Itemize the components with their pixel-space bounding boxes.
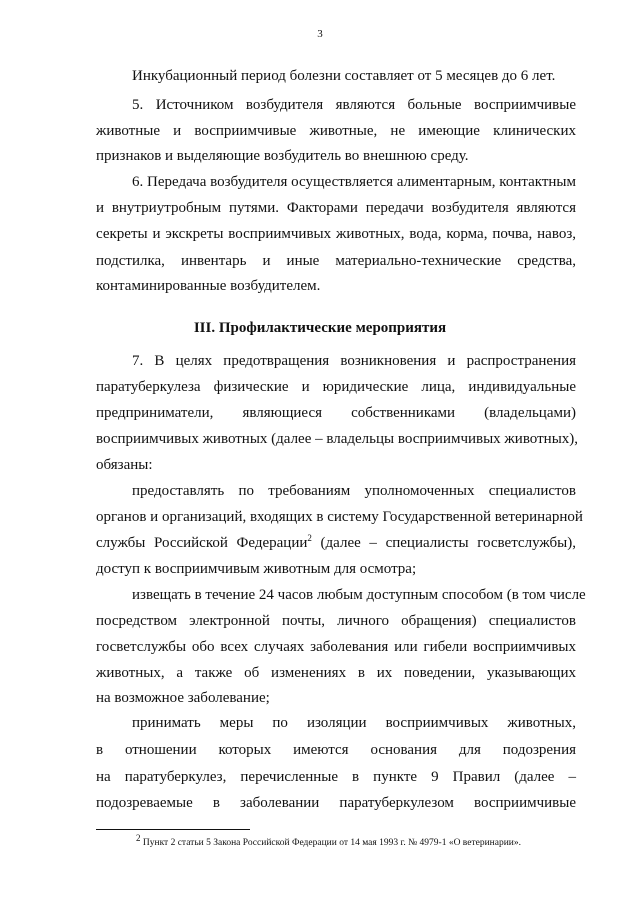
text-line: органов и организаций, входящих в систему Государственной ветеринарной — [96, 509, 583, 525]
footnote-ref: 2 — [307, 533, 312, 543]
text-fragment: (далее – специалисты госветслужбы), — [311, 535, 576, 551]
text-line: предприниматели, являющиеся собственниками (владельцами) — [96, 405, 576, 421]
text-fragment: службы Российской Федерации — [96, 535, 308, 551]
text-line — [96, 533, 576, 553]
text-line: посредством электронной почты, личного обращения) специалистов — [96, 613, 576, 629]
text-line: предоставлять по требованиям уполномоченных специалистов — [132, 483, 576, 499]
section-heading: III. Профилактические мероприятия — [193, 320, 447, 336]
text-line: 5. Источником возбудителя являются больные восприимчивые — [132, 97, 576, 113]
page-number: 3 — [317, 28, 323, 40]
text-line: контаминированные возбудителем. — [96, 278, 321, 294]
footnote-text: Пункт 2 статьи 5 Закона Российской Федерации от 14 мая 1993 г. № 4979-1 «О ветеринарии». — [140, 838, 521, 848]
text-line: восприимчивых животных (далее – владельцы восприимчивых животных), — [96, 431, 579, 447]
text-line: на возможное заболевание; — [96, 690, 270, 706]
text-line: принимать меры по изоляции восприимчивых животных, — [132, 715, 576, 731]
text-line: 6. Передача возбудителя осуществляется алиментарным, контактным — [132, 174, 576, 190]
text-line: паратуберкулеза физические и юридические лица, индивидуальные — [96, 379, 576, 395]
footnote — [136, 832, 521, 850]
text-line: в отношении которых имеются основания для подозрения — [96, 742, 576, 758]
text-line: 7. В целях предотвращения возникновения и распространения — [132, 353, 576, 369]
text-line: животных, а также об изменениях в их поведении, указывающих — [96, 665, 576, 681]
footnote-marker: 2 — [136, 832, 141, 843]
text-line: на паратуберкулез, перечисленные в пункте 9 Правил (далее – — [96, 769, 576, 785]
text-line: обязаны: — [96, 457, 153, 473]
text-line: госветслужбы обо всех случаях заболевания или гибели восприимчивых — [96, 639, 576, 655]
text-line: признаков и выделяющие возбудитель во внешнюю среду. — [96, 148, 469, 164]
text-line: Инкубационный период болезни составляет от 5 месяцев до 6 лет. — [132, 68, 556, 84]
text-line: доступ к восприимчивым животным для осмотра; — [96, 561, 417, 577]
text-line: извещать в течение 24 часов любым доступным способом (в том числе — [132, 587, 586, 603]
text-line: и внутриутробным путями. Факторами передачи возбудителя являются — [96, 200, 576, 216]
text-line: подозреваемые в заболевании паратуберкулезом восприимчивые — [96, 795, 576, 811]
text-line: подстилка, инвентарь и иные материально-технические средства, — [96, 253, 576, 269]
text-line: животные и восприимчивые животные, не имеющие клинических — [96, 123, 576, 139]
text-line: секреты и экскреты восприимчивых животных, вода, корма, почва, навоз, — [96, 226, 576, 242]
footnote-separator — [96, 829, 250, 830]
